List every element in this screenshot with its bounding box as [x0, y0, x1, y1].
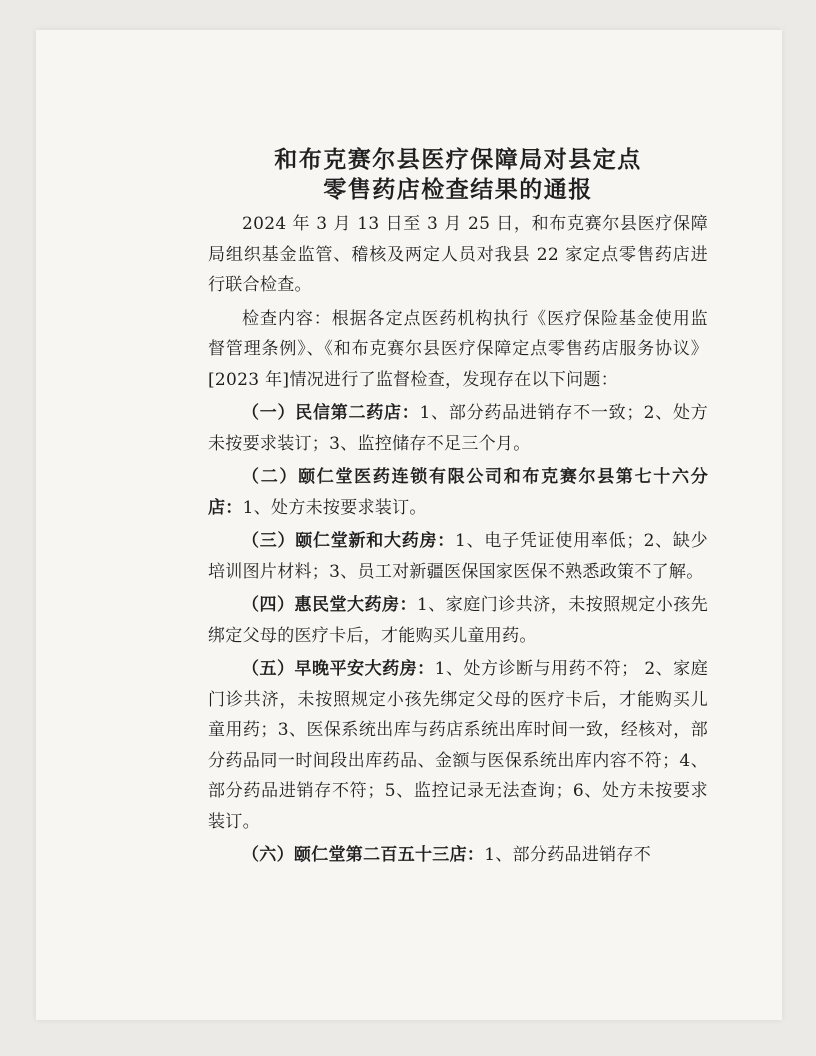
finding-3 [208, 526, 708, 587]
finding-4 [208, 590, 708, 651]
finding-3-issues: 1、电子凭证使用率低；2、缺少培训图片材料；3、员工对新疆医保国家医保不熟悉政策不了解。 [208, 531, 708, 582]
finding-4-store: （四）惠民堂大药房： [242, 595, 417, 615]
document-body [208, 145, 708, 871]
finding-2 [208, 462, 708, 523]
finding-6-store: （六）颐仁堂第二百五十三店： [242, 845, 485, 865]
finding-6 [208, 840, 708, 871]
finding-2-store: （二）颐仁堂医药连锁有限公司和布克赛尔县第七十六分店： [208, 467, 708, 518]
inspection-content-paragraph: 检查内容：根据各定点医药机构执行《医疗保险基金使用监督管理条例》、《和布克赛尔县医疗保障定点零售药店服务协议》[2023 年]情况进行了监督检查，发现存在以下问题： [208, 308, 708, 390]
document-title [208, 145, 708, 205]
finding-5 [208, 654, 708, 837]
finding-1-store: （一）民信第二药店： [242, 403, 420, 423]
intro-paragraph: 2024 年 3 月 13 日至 3 月 25 日，和布克赛尔县医疗保障局组织基金监管、稽核及两定人员对我县 22 家定点零售药店进行联合检查。 [208, 214, 708, 295]
finding-3-store: （三）颐仁堂新和大药房： [242, 531, 455, 551]
document-page [36, 30, 782, 1020]
finding-2-issues: 1、处方未按要求装订。 [242, 497, 427, 518]
finding-4-issues: 1、家庭门诊共济，未按照规定小孩先绑定父母的医疗卡后，才能购买儿童用药。 [208, 595, 708, 646]
finding-5-store: （五）早晚平安大药房： [242, 659, 435, 679]
title-line-2: 零售药店检查结果的通报 [323, 176, 593, 203]
finding-1 [208, 398, 708, 459]
title-line-1: 和布克赛尔县医疗保障局对县定点 [274, 146, 642, 173]
finding-6-issues: 1、部分药品进销存不 [484, 845, 652, 865]
finding-5-issues: 1、处方诊断与用药不符； 2、家庭门诊共济，未按照规定小孩先绑定父母的医疗卡后，才能购买儿童用药；3、医保系统出库与药店系统出库时间一致，经核对，部分药品同一时间段出库药品、金额与医保系统出库内容不符；4、部分药品进销存不符；5、监控记录无法查询；6、处方未按要求装订。 [208, 659, 708, 832]
finding-1-issues: 1、部分药品进销存不一致；2、处方未按要求装订；3、监控储存不足三个月。 [208, 403, 709, 454]
